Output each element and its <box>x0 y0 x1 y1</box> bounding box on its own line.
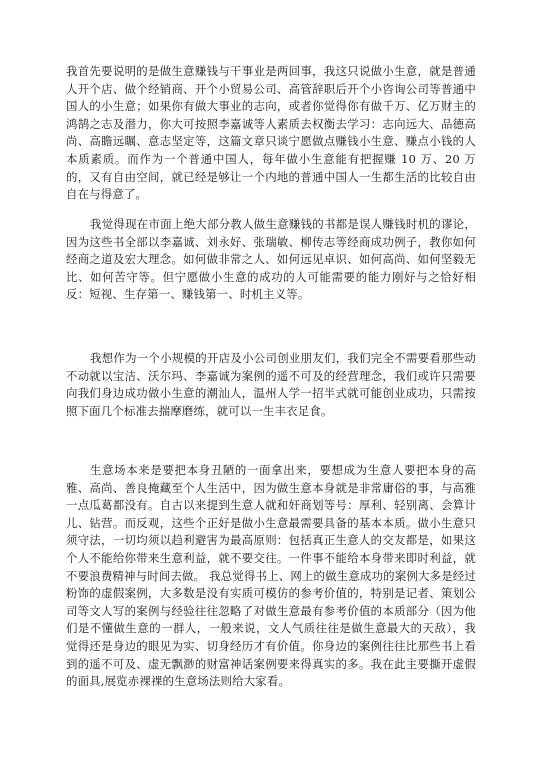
paragraph-small-business-advice: 我想作为一个小规模的开店及小公司创业朋友们，我们完全不需要看那些动不动就以宝洁、沃尔玛、李嘉诚为案例的遥不可及的经营理念，我们或许只需要向我们身边成功做小生意的潮汕人，温州人学一招半式就可能创业成功，只需按照下面几个标准去揣摩磨练，就可以一生丰衣足食。 <box>66 351 476 418</box>
paragraph-business-nature: 生意场本来是要把本身丑陋的一面拿出来，要想成为生意人要把本身的高雅、高尚、善良掩藏至个人生活中，因为做生意本身就是非常庸俗的事，与高雅一点瓜葛都没有。自古以来提到生意人就和奸商划等号：厚利、轻别离、会算计儿、钻营。而反观，这些个正好是做小生意最需要具备的基本本质。做小生意只须守法，一切均须以趋利避害为最高原则：包括真正生意人的交友都是，如果这个人不能给你带来生意利益，就不要交往。一件事不能给本身带来即时利益，就不要浪费精神与时间去做。 我总觉得书上、网上的做生意成功的案例大多是经过粉饰的虚假案例，大多数是没有实质可模仿的参考价值的，特别是记者、策划公司等文人写的案例与经验往往忽略了对做生意最有参考价值的本质部分（因为他们是不懂做生意的一群人，一般来说，文人气质往往是做生意最大的天敌），我觉得还是身边的眼见为实、切身经历才有价值。你身边的案例往往比那些书上看到的遥不可及、虚无飘渺的财富神话案例要来得真实的多。我在此主要撕开虚假的面具,展览赤裸裸的生意场法则给大家看。 <box>66 463 476 689</box>
paragraph-intro: 我首先要说明的是做生意赚钱与干事业是两回事，我这只说做小生意，就是普通人开个店、做个经销商、开个小贸易公司、高管辞职后开个小咨询公司等普通中国人的小生意；如果你有做大事业的志向，或者你觉得你有做千万、亿万财主的鸿鹄之志及潜力，你大可按照李嘉诚等人素质去权衡去学习：志向远大、品德高尚、高瞻远瞩、意志坚定等，这篇文章只谈宁愿做点赚钱小生意、赚点小钱的人本质素质。而作为一个普通中国人，每年做小生意能有把握赚 10 万、20 万的，又有自由空间，就已经是够让一个内地的普通中国人一生都生活的比较自由自在与得意了。 <box>66 64 476 202</box>
paragraph-books-critique: 我觉得现在市面上绝大部分教人做生意赚钱的书都是误人赚钱时机的谬论，因为这些书全部以李嘉诚、刘永好、张瑞敏、柳传志等经商成功例子，教你如何经商之道及宏大理念。如何做非常之人、如何远见卓识、如何高尚、如何坚毅无比、如何苦守等。但宁愿做小生意的成功的人可能需要的能力刚好与之恰好相反：短视、生存第一、赚钱第一、时机主义等。 <box>66 217 476 302</box>
